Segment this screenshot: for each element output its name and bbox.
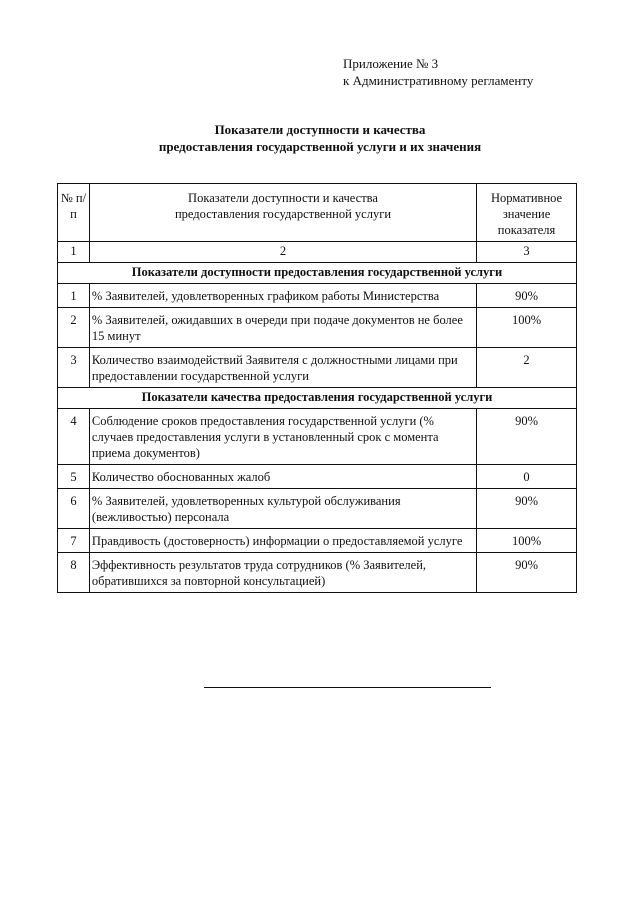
- column-number-row: [58, 242, 577, 263]
- indicators-table: [57, 183, 577, 593]
- row-value: 100%: [477, 529, 577, 553]
- row-number: 4: [58, 409, 90, 465]
- row-indicator: Соблюдение сроков предоставления государственной услуги (% случаев предоставления услуги в установленный срок с момента приема документов): [89, 409, 476, 465]
- row-indicator: Правдивость (достоверность) информации о предоставляемой услуге: [89, 529, 476, 553]
- table-row: [58, 529, 577, 553]
- row-number: 6: [58, 489, 90, 529]
- column-number-2: 2: [89, 242, 476, 263]
- table-row: [58, 348, 577, 388]
- row-indicator: % Заявителей, ожидавших в очереди при подаче документов не более 15 минут: [89, 308, 476, 348]
- column-number-1: 1: [58, 242, 90, 263]
- section-availability-heading: Показатели доступности предоставления государственной услуги: [58, 263, 577, 284]
- appendix-reference: к Административному регламенту: [343, 73, 534, 88]
- row-value: 90%: [477, 284, 577, 308]
- row-indicator: Эффективность результатов труда сотрудников (% Заявителей, обратившихся за повторной консультацией): [89, 553, 476, 593]
- row-indicator: Количество обоснованных жалоб: [89, 465, 476, 489]
- table-row: [58, 409, 577, 465]
- row-number: 5: [58, 465, 90, 489]
- table-row: [58, 308, 577, 348]
- appendix-header: [343, 55, 533, 89]
- document-title: [0, 121, 640, 155]
- row-value: 90%: [477, 553, 577, 593]
- section-row: [58, 388, 577, 409]
- section-row: [58, 263, 577, 284]
- row-indicator: Количество взаимодействий Заявителя с должностными лицами при предоставлении государственной услуги: [89, 348, 476, 388]
- document-title-line-2: предоставления государственной услуги и их значения: [158, 139, 482, 154]
- column-number-3: 3: [477, 242, 577, 263]
- closing-separator-line: [204, 687, 491, 688]
- header-value: Нормативное значение показателя: [477, 184, 577, 242]
- table-row: [58, 284, 577, 308]
- row-indicator: % Заявителей, удовлетворенных культурой обслуживания (вежливостью) персонала: [89, 489, 476, 529]
- row-number: 3: [58, 348, 90, 388]
- row-value: 90%: [477, 489, 577, 529]
- table-row: [58, 553, 577, 593]
- row-indicator: % Заявителей, удовлетворенных графиком работы Министерства: [89, 284, 476, 308]
- table-header-row: [58, 184, 577, 242]
- row-value: 100%: [477, 308, 577, 348]
- row-value: 90%: [477, 409, 577, 465]
- row-number: 2: [58, 308, 90, 348]
- appendix-number: Приложение № 3: [343, 56, 439, 71]
- row-value: 0: [477, 465, 577, 489]
- row-number: 7: [58, 529, 90, 553]
- row-number: 8: [58, 553, 90, 593]
- header-number: № п/п: [58, 184, 90, 242]
- section-quality-heading: Показатели качества предоставления государственной услуги: [58, 388, 577, 409]
- table-row: [58, 465, 577, 489]
- row-number: 1: [58, 284, 90, 308]
- row-value: 2: [477, 348, 577, 388]
- header-indicator: Показатели доступности и качества предоставления государственной услуги: [89, 184, 476, 242]
- document-title-line-1: Показатели доступности и качества: [214, 122, 426, 137]
- table-row: [58, 489, 577, 529]
